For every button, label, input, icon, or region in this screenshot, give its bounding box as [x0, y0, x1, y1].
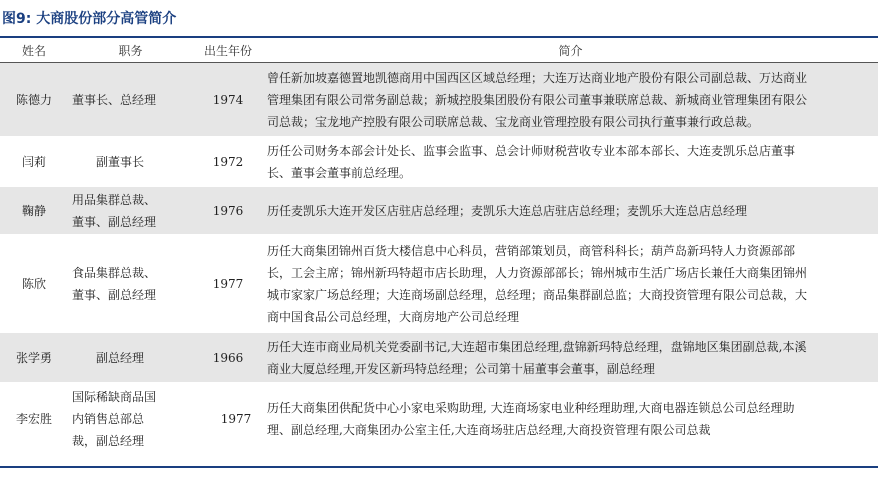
- cell-name: 张学勇: [0, 333, 68, 383]
- bio-line: 城市家家广场总经理；大连商场副总经理，总经理；商品集群副总监；大商投资管理有限公司总裁，大: [267, 287, 808, 302]
- bio-line: 历任大连市商业局机关党委副书记,大连超市集团总经理,盘锦新玛特总经理，盘锦地区集团副总裁,本溪: [267, 339, 807, 354]
- cell-position: [68, 137, 193, 187]
- bio-line: 历任麦凯乐大连开发区店驻店总经理；麦凯乐大连总店驻店总经理；麦凯乐大连总店总经理: [267, 203, 748, 218]
- table-row: [0, 63, 878, 137]
- bottom-rule: [0, 466, 878, 468]
- bio-line: 商中国食品公司总经理，大商房地产公司总经理: [267, 309, 520, 324]
- cell-name: 陈德力: [0, 63, 68, 137]
- cell-position: [68, 333, 193, 383]
- table-row: [0, 383, 878, 455]
- bio-line: 管理集团有限公司常务副总裁；新城控股集团股份有限公司董事兼联席总裁、新城商业管理集团有限公: [267, 92, 808, 107]
- table-row: [0, 187, 878, 235]
- bio-line: 曾任新加坡嘉德置地凯德商用中国西区区域总经理；大连万达商业地产股份有限公司副总裁、万达商业: [267, 70, 808, 85]
- bio-line: 理、副总经理,大商集团办公室主任,大连商场驻店总经理,大商投资管理有限公司总裁: [267, 422, 711, 437]
- bio-line: 历任大商集团供配货中心小家电采购助理, 大连商场家电业种经理助理,大商电器连锁总公司总经理助: [267, 400, 795, 415]
- header-name: 姓名: [0, 38, 68, 63]
- bio-line: 历任公司财务本部会计处长、监事会监事、总会计师财税营收专业本部本部长、大连麦凯乐总店董事: [267, 143, 796, 158]
- cell-name: 李宏胜: [0, 383, 68, 455]
- executive-table: [0, 38, 878, 455]
- bio-line: 长、董事会董事前总经理。: [267, 165, 412, 180]
- position-line: 董事、副总经理: [72, 287, 157, 302]
- table-row: [0, 333, 878, 383]
- cell-year: 1977: [193, 383, 263, 455]
- header-position: 职务: [68, 38, 193, 63]
- bio-line: 历任大商集团锦州百货大楼信息中心科员，营销部策划员，商管科科长；葫芦岛新玛特人力资源部部: [267, 243, 796, 258]
- position-line: 副董事长: [96, 154, 145, 169]
- header-bio: 简介: [263, 38, 878, 63]
- position-line: 董事长、总经理: [72, 92, 157, 107]
- cell-bio: [263, 383, 878, 455]
- bio-line: 司总裁；宝龙地产控股有限公司联席总裁、宝龙商业管理控股有限公司执行董事兼行政总裁。: [267, 114, 760, 129]
- cell-name: 陈欣: [0, 235, 68, 333]
- table-header-row: [0, 38, 878, 63]
- cell-year: 1974: [193, 63, 263, 137]
- cell-position: [68, 187, 193, 235]
- position-line: 董事、副总经理: [72, 214, 157, 229]
- position-line: 内销售总部总: [72, 411, 145, 426]
- cell-position: [68, 235, 193, 333]
- cell-year: 1977: [193, 235, 263, 333]
- cell-bio: [263, 235, 878, 333]
- cell-name: 闫莉: [0, 137, 68, 187]
- header-birth-year: 出生年份: [193, 38, 263, 63]
- table-row: [0, 235, 878, 333]
- bio-line: 商业大厦总经理,开发区新玛特总经理；公司第十届董事会董事，副总经理: [267, 361, 655, 376]
- cell-bio: [263, 333, 878, 383]
- table-row: [0, 137, 878, 187]
- position-line: 用品集群总裁、: [72, 192, 157, 207]
- position-line: 食品集群总裁、: [72, 265, 157, 280]
- cell-year: 1972: [193, 137, 263, 187]
- position-line: 国际稀缺商品国: [72, 389, 157, 404]
- figure-title: 图9: 大商股份部分高管简介: [2, 11, 177, 27]
- cell-position: [68, 383, 193, 455]
- cell-position: [68, 63, 193, 137]
- cell-year: 1966: [193, 333, 263, 383]
- bio-line: 长，工会主席；锦州新玛特超市店长助理，人力资源部部长；锦州城市生活广场店长兼任大商集团锦州: [267, 265, 808, 280]
- cell-bio: [263, 187, 878, 235]
- cell-name: 鞠静: [0, 187, 68, 235]
- cell-bio: [263, 137, 878, 187]
- position-line: 裁，副总经理: [72, 433, 145, 448]
- cell-year: 1976: [193, 187, 263, 235]
- position-line: 副总经理: [96, 350, 145, 365]
- cell-bio: [263, 63, 878, 137]
